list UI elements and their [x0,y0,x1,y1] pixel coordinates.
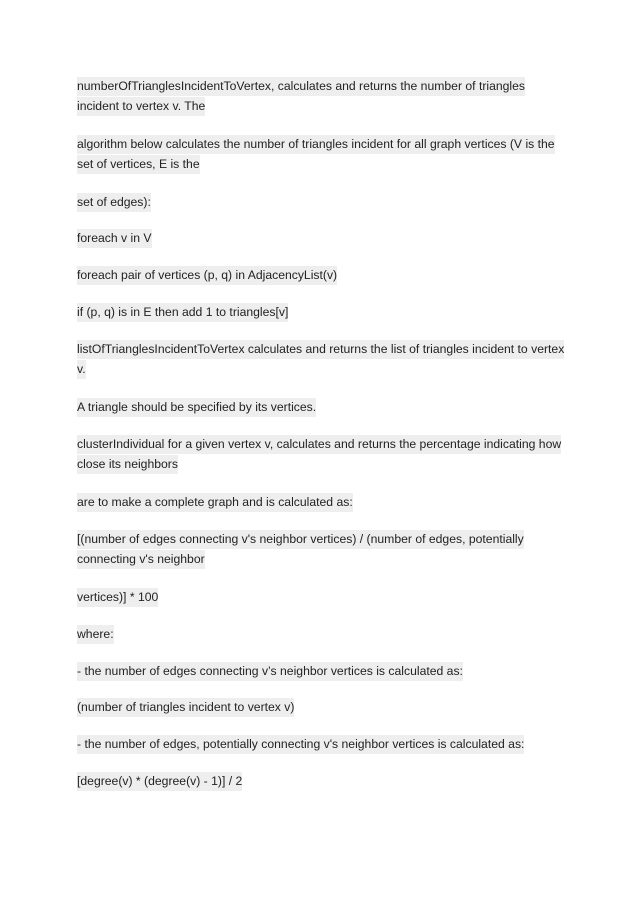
paragraph-8 [77,397,567,417]
paragraph-17 [77,771,567,791]
paragraph-3-text: set of edges): [77,193,151,212]
paragraph-15 [77,697,567,717]
paragraph-5 [77,265,567,285]
paragraph-11-text: [(number of edges connecting v's neighbor vertices) / (number of edges, potentially connecting v's neighbor [77,530,524,569]
paragraph-14-text: - the number of edges connecting v’s neighbor vertices is calculated as: [77,662,463,681]
paragraph-14 [77,661,567,681]
paragraph-10-text: are to make a complete graph and is calculated as: [77,493,353,512]
paragraph-10 [77,492,567,512]
paragraph-7 [77,339,567,379]
paragraph-2-text: algorithm below calculates the number of triangles incident for all graph vertices (V is the set of vertices, E is the [77,135,555,174]
paragraph-4-text: foreach v in V [77,229,152,248]
paragraph-6-text: if (p, q) is in E then add 1 to triangles[v] [77,303,288,322]
paragraph-3 [77,192,567,212]
paragraph-1 [77,76,567,116]
paragraph-2 [77,134,567,174]
paragraph-8-text: A triangle should be specified by its vertices. [77,398,316,417]
paragraph-17-text: [degree(v) * (degree(v) - 1)] / 2 [77,772,242,791]
paragraph-6 [77,302,567,322]
paragraph-9 [77,434,567,474]
paragraph-16-text: - the number of edges, potentially connecting v's neighbor vertices is calculated as: [77,735,524,754]
paragraph-5-text: foreach pair of vertices (p, q) in AdjacencyList(v) [77,266,337,285]
paragraph-13 [77,624,567,644]
paragraph-1-text: numberOfTrianglesIncidentToVertex, calculates and returns the number of triangles incident to vertex v. The [77,77,525,116]
paragraph-4 [77,228,567,248]
paragraph-12-text: vertices)] * 100 [77,588,158,607]
paragraph-16 [77,734,567,754]
paragraph-15-text: (number of triangles incident to vertex v) [77,698,294,717]
paragraph-12 [77,587,567,607]
paragraph-11 [77,529,567,569]
paragraph-7-text: listOfTrianglesIncidentToVertex calculates and returns the list of triangles incident to vertex v. [77,340,564,379]
paragraph-9-text: clusterIndividual for a given vertex v, calculates and returns the percentage indicating how close its neighbors [77,435,561,474]
paragraph-13-text: where: [77,625,114,644]
